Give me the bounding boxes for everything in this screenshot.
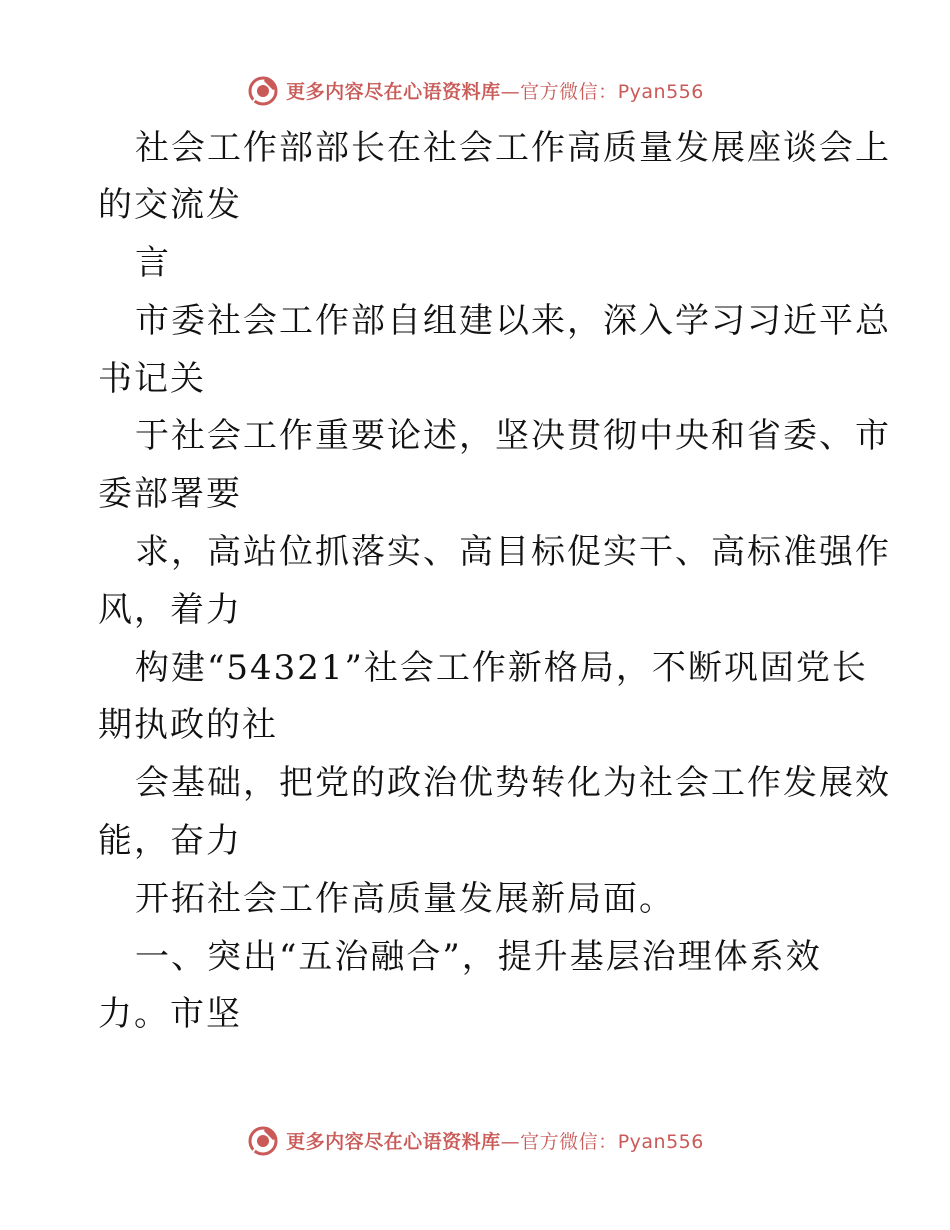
doc-line: 的交流发 — [98, 185, 242, 225]
doc-line: 能，奋力 — [98, 821, 242, 861]
banner-main-text: 更多内容尽在心语资料库 — [286, 1130, 501, 1153]
doc-line: 开拓社会工作高质量发展新局面。 — [135, 879, 675, 919]
doc-line: 社会工作部部长在社会工作高质量发展座谈会上 — [135, 128, 891, 168]
doc-line: 言 — [135, 243, 171, 283]
footer-watermark-banner — [0, 1120, 950, 1160]
doc-line: 力。市坚 — [98, 994, 242, 1034]
banner-dash: — — [500, 1130, 521, 1153]
doc-line: 一、突出“五治融合”，提升基层治理体系效 — [135, 937, 822, 977]
banner-text — [286, 77, 704, 104]
doc-line: 于社会工作重要论述，坚决贯彻中央和省委、市 — [135, 416, 891, 456]
doc-line: 市委社会工作部自组建以来，深入学习习近平总 — [135, 301, 891, 341]
doc-line: 书记关 — [98, 359, 206, 399]
banner-dash: — — [500, 80, 521, 103]
banner-main-text: 更多内容尽在心语资料库 — [286, 80, 501, 103]
banner-sub-text: 官方微信： — [520, 1130, 618, 1153]
doc-line: 委部署要 — [98, 474, 242, 514]
banner-id-text: Pyan556 — [617, 1130, 704, 1153]
logo-icon — [246, 1123, 280, 1157]
logo-icon — [246, 73, 280, 107]
doc-line: 求，高站位抓落实、高目标促实干、高标准强作 — [135, 532, 891, 572]
banner-id-text: Pyan556 — [617, 80, 704, 103]
doc-line: 风，着力 — [98, 590, 242, 630]
banner-text — [286, 1127, 704, 1154]
doc-line: 构建“54321”社会工作新格局，不断巩固党长 — [135, 648, 868, 688]
header-watermark-banner — [0, 70, 950, 110]
doc-line: 会基础，把党的政治优势转化为社会工作发展效 — [135, 763, 891, 803]
doc-line: 期执政的社 — [98, 705, 278, 745]
banner-sub-text: 官方微信： — [520, 80, 618, 103]
